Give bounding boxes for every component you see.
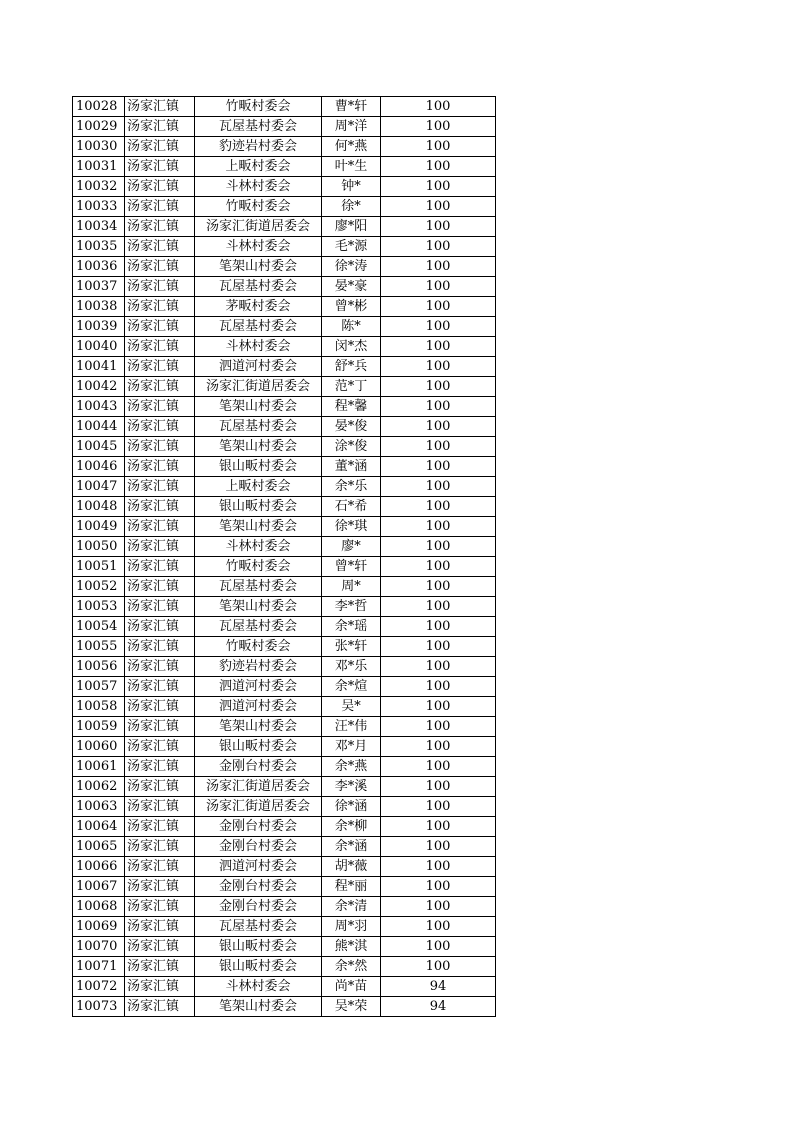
score-cell: 94 [381,997,496,1017]
record-id: 10051 [73,557,125,577]
score-cell: 100 [381,697,496,717]
committee-cell: 瓦屋基村委会 [195,277,322,297]
town-cell: 汤家汇镇 [125,617,195,637]
score-cell: 100 [381,877,496,897]
committee-cell: 上畈村委会 [195,157,322,177]
name-cell: 周*洋 [322,117,381,137]
name-cell: 毛*源 [322,237,381,257]
committee-cell: 笔架山村委会 [195,517,322,537]
committee-cell: 笔架山村委会 [195,397,322,417]
table-row [73,897,496,917]
record-id: 10050 [73,537,125,557]
record-id: 10058 [73,697,125,717]
score-cell: 100 [381,197,496,217]
town-cell: 汤家汇镇 [125,657,195,677]
table-row [73,257,496,277]
table-row [73,877,496,897]
name-cell: 余*燕 [322,757,381,777]
town-cell: 汤家汇镇 [125,337,195,357]
score-cell: 100 [381,97,496,117]
table-row [73,937,496,957]
town-cell: 汤家汇镇 [125,137,195,157]
score-cell: 100 [381,137,496,157]
committee-cell: 茅畈村委会 [195,297,322,317]
committee-cell: 笔架山村委会 [195,597,322,617]
name-cell: 胡*薇 [322,857,381,877]
committee-cell: 汤家汇街道居委会 [195,777,322,797]
table-row [73,297,496,317]
score-cell: 100 [381,477,496,497]
town-cell: 汤家汇镇 [125,837,195,857]
table-row [73,817,496,837]
name-cell: 尚*苗 [322,977,381,997]
town-cell: 汤家汇镇 [125,297,195,317]
table-row [73,497,496,517]
score-cell: 100 [381,557,496,577]
name-cell: 余*煊 [322,677,381,697]
committee-cell: 金刚台村委会 [195,877,322,897]
name-cell: 余*乐 [322,477,381,497]
score-cell: 100 [381,837,496,857]
record-id: 10065 [73,837,125,857]
score-cell: 100 [381,897,496,917]
record-id: 10071 [73,957,125,977]
committee-cell: 泗道河村委会 [195,677,322,697]
score-cell: 100 [381,917,496,937]
town-cell: 汤家汇镇 [125,757,195,777]
committee-cell: 笔架山村委会 [195,257,322,277]
name-cell: 汪*伟 [322,717,381,737]
name-cell: 吴*荣 [322,997,381,1017]
name-cell: 舒*兵 [322,357,381,377]
town-cell: 汤家汇镇 [125,897,195,917]
committee-cell: 金刚台村委会 [195,837,322,857]
committee-cell: 斗林村委会 [195,537,322,557]
town-cell: 汤家汇镇 [125,877,195,897]
name-cell: 涂*俊 [322,437,381,457]
committee-cell: 瓦屋基村委会 [195,917,322,937]
name-cell: 廖*阳 [322,217,381,237]
record-id: 10060 [73,737,125,757]
committee-cell: 竹畈村委会 [195,97,322,117]
score-cell: 100 [381,957,496,977]
table-row [73,737,496,757]
town-cell: 汤家汇镇 [125,357,195,377]
score-cell: 100 [381,297,496,317]
record-id: 10069 [73,917,125,937]
score-cell: 100 [381,237,496,257]
score-cell: 100 [381,937,496,957]
table-row [73,617,496,637]
town-cell: 汤家汇镇 [125,257,195,277]
committee-cell: 豹迹岩村委会 [195,137,322,157]
record-id: 10045 [73,437,125,457]
committee-cell: 泗道河村委会 [195,357,322,377]
record-id: 10053 [73,597,125,617]
score-cell: 100 [381,617,496,637]
town-cell: 汤家汇镇 [125,417,195,437]
table-row [73,677,496,697]
town-cell: 汤家汇镇 [125,977,195,997]
table-row [73,717,496,737]
record-id: 10036 [73,257,125,277]
table-row [73,757,496,777]
committee-cell: 瓦屋基村委会 [195,577,322,597]
record-id: 10052 [73,577,125,597]
record-id: 10072 [73,977,125,997]
town-cell: 汤家汇镇 [125,717,195,737]
score-cell: 100 [381,417,496,437]
record-id: 10033 [73,197,125,217]
record-id: 10068 [73,897,125,917]
record-id: 10035 [73,237,125,257]
record-id: 10056 [73,657,125,677]
score-cell: 100 [381,317,496,337]
town-cell: 汤家汇镇 [125,737,195,757]
score-cell: 100 [381,677,496,697]
table-row [73,797,496,817]
town-cell: 汤家汇镇 [125,457,195,477]
committee-cell: 银山畈村委会 [195,957,322,977]
table-row [73,377,496,397]
committee-cell: 斗林村委会 [195,977,322,997]
score-cell: 100 [381,117,496,137]
name-cell: 叶*生 [322,157,381,177]
score-cell: 100 [381,177,496,197]
name-cell: 徐*琪 [322,517,381,537]
record-id: 10064 [73,817,125,837]
name-cell: 钟* [322,177,381,197]
committee-cell: 汤家汇街道居委会 [195,217,322,237]
record-id: 10039 [73,317,125,337]
name-cell: 廖* [322,537,381,557]
table-row [73,537,496,557]
name-cell: 陈* [322,317,381,337]
committee-cell: 泗道河村委会 [195,697,322,717]
name-cell: 曹*轩 [322,97,381,117]
record-id: 10067 [73,877,125,897]
name-cell: 何*燕 [322,137,381,157]
town-cell: 汤家汇镇 [125,677,195,697]
record-id: 10066 [73,857,125,877]
score-cell: 100 [381,457,496,477]
table-row [73,997,496,1017]
town-cell: 汤家汇镇 [125,557,195,577]
name-cell: 李*哲 [322,597,381,617]
committee-cell: 瓦屋基村委会 [195,117,322,137]
town-cell: 汤家汇镇 [125,577,195,597]
table-row [73,857,496,877]
town-cell: 汤家汇镇 [125,957,195,977]
name-cell: 余*清 [322,897,381,917]
town-cell: 汤家汇镇 [125,477,195,497]
name-cell: 董*涵 [322,457,381,477]
record-id: 10062 [73,777,125,797]
score-cell: 100 [381,797,496,817]
record-id: 10059 [73,717,125,737]
table-row [73,137,496,157]
score-cell: 100 [381,437,496,457]
record-id: 10042 [73,377,125,397]
record-id: 10073 [73,997,125,1017]
table-row [73,557,496,577]
table-row [73,97,496,117]
committee-cell: 银山畈村委会 [195,457,322,477]
score-cell: 100 [381,737,496,757]
committee-cell: 银山畈村委会 [195,937,322,957]
record-id: 10054 [73,617,125,637]
table-row [73,397,496,417]
committee-cell: 竹畈村委会 [195,197,322,217]
name-cell: 曾*彬 [322,297,381,317]
score-cell: 100 [381,337,496,357]
score-cell: 100 [381,537,496,557]
score-cell: 100 [381,657,496,677]
committee-cell: 笔架山村委会 [195,997,322,1017]
record-id: 10043 [73,397,125,417]
name-cell: 吴* [322,697,381,717]
name-cell: 熊*淇 [322,937,381,957]
town-cell: 汤家汇镇 [125,217,195,237]
record-id: 10038 [73,297,125,317]
town-cell: 汤家汇镇 [125,397,195,417]
name-cell: 范*丁 [322,377,381,397]
table-row [73,657,496,677]
town-cell: 汤家汇镇 [125,697,195,717]
name-cell: 闵*杰 [322,337,381,357]
name-cell: 余*然 [322,957,381,977]
name-cell: 李*溪 [322,777,381,797]
town-cell: 汤家汇镇 [125,277,195,297]
score-cell: 100 [381,577,496,597]
score-cell: 100 [381,217,496,237]
name-cell: 石*希 [322,497,381,517]
table-row [73,597,496,617]
committee-cell: 瓦屋基村委会 [195,417,322,437]
record-id: 10055 [73,637,125,657]
score-cell: 100 [381,597,496,617]
table-row [73,217,496,237]
table-row [73,157,496,177]
committee-cell: 笔架山村委会 [195,437,322,457]
committee-cell: 笔架山村委会 [195,717,322,737]
name-cell: 周*羽 [322,917,381,937]
town-cell: 汤家汇镇 [125,97,195,117]
town-cell: 汤家汇镇 [125,777,195,797]
table-row [73,517,496,537]
table-row [73,697,496,717]
name-cell: 余*柳 [322,817,381,837]
record-id: 10041 [73,357,125,377]
town-cell: 汤家汇镇 [125,537,195,557]
committee-cell: 竹畈村委会 [195,557,322,577]
score-cell: 100 [381,857,496,877]
record-id: 10063 [73,797,125,817]
name-cell: 余*瑶 [322,617,381,637]
record-id: 10070 [73,937,125,957]
name-cell: 邓*月 [322,737,381,757]
town-cell: 汤家汇镇 [125,637,195,657]
committee-cell: 银山畈村委会 [195,497,322,517]
score-cell: 100 [381,757,496,777]
record-id: 10037 [73,277,125,297]
record-id: 10031 [73,157,125,177]
name-cell: 邓*乐 [322,657,381,677]
town-cell: 汤家汇镇 [125,997,195,1017]
record-id: 10028 [73,97,125,117]
town-cell: 汤家汇镇 [125,177,195,197]
record-id: 10029 [73,117,125,137]
table-row [73,477,496,497]
town-cell: 汤家汇镇 [125,797,195,817]
table-row [73,117,496,137]
table-row [73,637,496,657]
committee-cell: 瓦屋基村委会 [195,317,322,337]
table-row [73,277,496,297]
score-cell: 100 [381,717,496,737]
name-cell: 程*馨 [322,397,381,417]
record-id: 10049 [73,517,125,537]
committee-cell: 斗林村委会 [195,337,322,357]
town-cell: 汤家汇镇 [125,197,195,217]
committee-cell: 上畈村委会 [195,477,322,497]
town-cell: 汤家汇镇 [125,937,195,957]
record-id: 10040 [73,337,125,357]
committee-cell: 金刚台村委会 [195,897,322,917]
name-cell: 晏*俊 [322,417,381,437]
name-cell: 徐* [322,197,381,217]
committee-cell: 泗道河村委会 [195,857,322,877]
score-cell: 100 [381,377,496,397]
record-id: 10032 [73,177,125,197]
name-cell: 余*涵 [322,837,381,857]
roster-table [72,96,496,1017]
table-row [73,577,496,597]
record-id: 10046 [73,457,125,477]
table-row [73,437,496,457]
committee-cell: 豹迹岩村委会 [195,657,322,677]
score-cell: 100 [381,157,496,177]
table-row [73,457,496,477]
town-cell: 汤家汇镇 [125,237,195,257]
score-cell: 100 [381,637,496,657]
committee-cell: 竹畈村委会 [195,637,322,657]
name-cell: 曾*轩 [322,557,381,577]
committee-cell: 汤家汇街道居委会 [195,797,322,817]
score-cell: 100 [381,257,496,277]
town-cell: 汤家汇镇 [125,857,195,877]
score-cell: 100 [381,397,496,417]
town-cell: 汤家汇镇 [125,497,195,517]
town-cell: 汤家汇镇 [125,157,195,177]
name-cell: 张*轩 [322,637,381,657]
name-cell: 程*丽 [322,877,381,897]
town-cell: 汤家汇镇 [125,817,195,837]
record-id: 10057 [73,677,125,697]
record-id: 10061 [73,757,125,777]
committee-cell: 瓦屋基村委会 [195,617,322,637]
roster-body [73,97,496,1017]
table-row [73,337,496,357]
table-row [73,197,496,217]
committee-cell: 金刚台村委会 [195,757,322,777]
score-cell: 100 [381,817,496,837]
town-cell: 汤家汇镇 [125,597,195,617]
town-cell: 汤家汇镇 [125,917,195,937]
record-id: 10044 [73,417,125,437]
name-cell: 徐*涛 [322,257,381,277]
table-row [73,777,496,797]
committee-cell: 金刚台村委会 [195,817,322,837]
record-id: 10034 [73,217,125,237]
table-row [73,957,496,977]
table-row [73,917,496,937]
table-row [73,237,496,257]
record-id: 10047 [73,477,125,497]
committee-cell: 银山畈村委会 [195,737,322,757]
town-cell: 汤家汇镇 [125,377,195,397]
score-cell: 100 [381,517,496,537]
town-cell: 汤家汇镇 [125,517,195,537]
table-row [73,177,496,197]
table-row [73,837,496,857]
town-cell: 汤家汇镇 [125,117,195,137]
table-row [73,977,496,997]
name-cell: 周* [322,577,381,597]
record-id: 10030 [73,137,125,157]
committee-cell: 斗林村委会 [195,237,322,257]
table-row [73,357,496,377]
score-cell: 94 [381,977,496,997]
record-id: 10048 [73,497,125,517]
score-cell: 100 [381,497,496,517]
table-row [73,417,496,437]
table-row [73,317,496,337]
name-cell: 徐*涵 [322,797,381,817]
committee-cell: 汤家汇街道居委会 [195,377,322,397]
committee-cell: 斗林村委会 [195,177,322,197]
town-cell: 汤家汇镇 [125,437,195,457]
score-cell: 100 [381,357,496,377]
name-cell: 晏*豪 [322,277,381,297]
town-cell: 汤家汇镇 [125,317,195,337]
score-cell: 100 [381,777,496,797]
score-cell: 100 [381,277,496,297]
